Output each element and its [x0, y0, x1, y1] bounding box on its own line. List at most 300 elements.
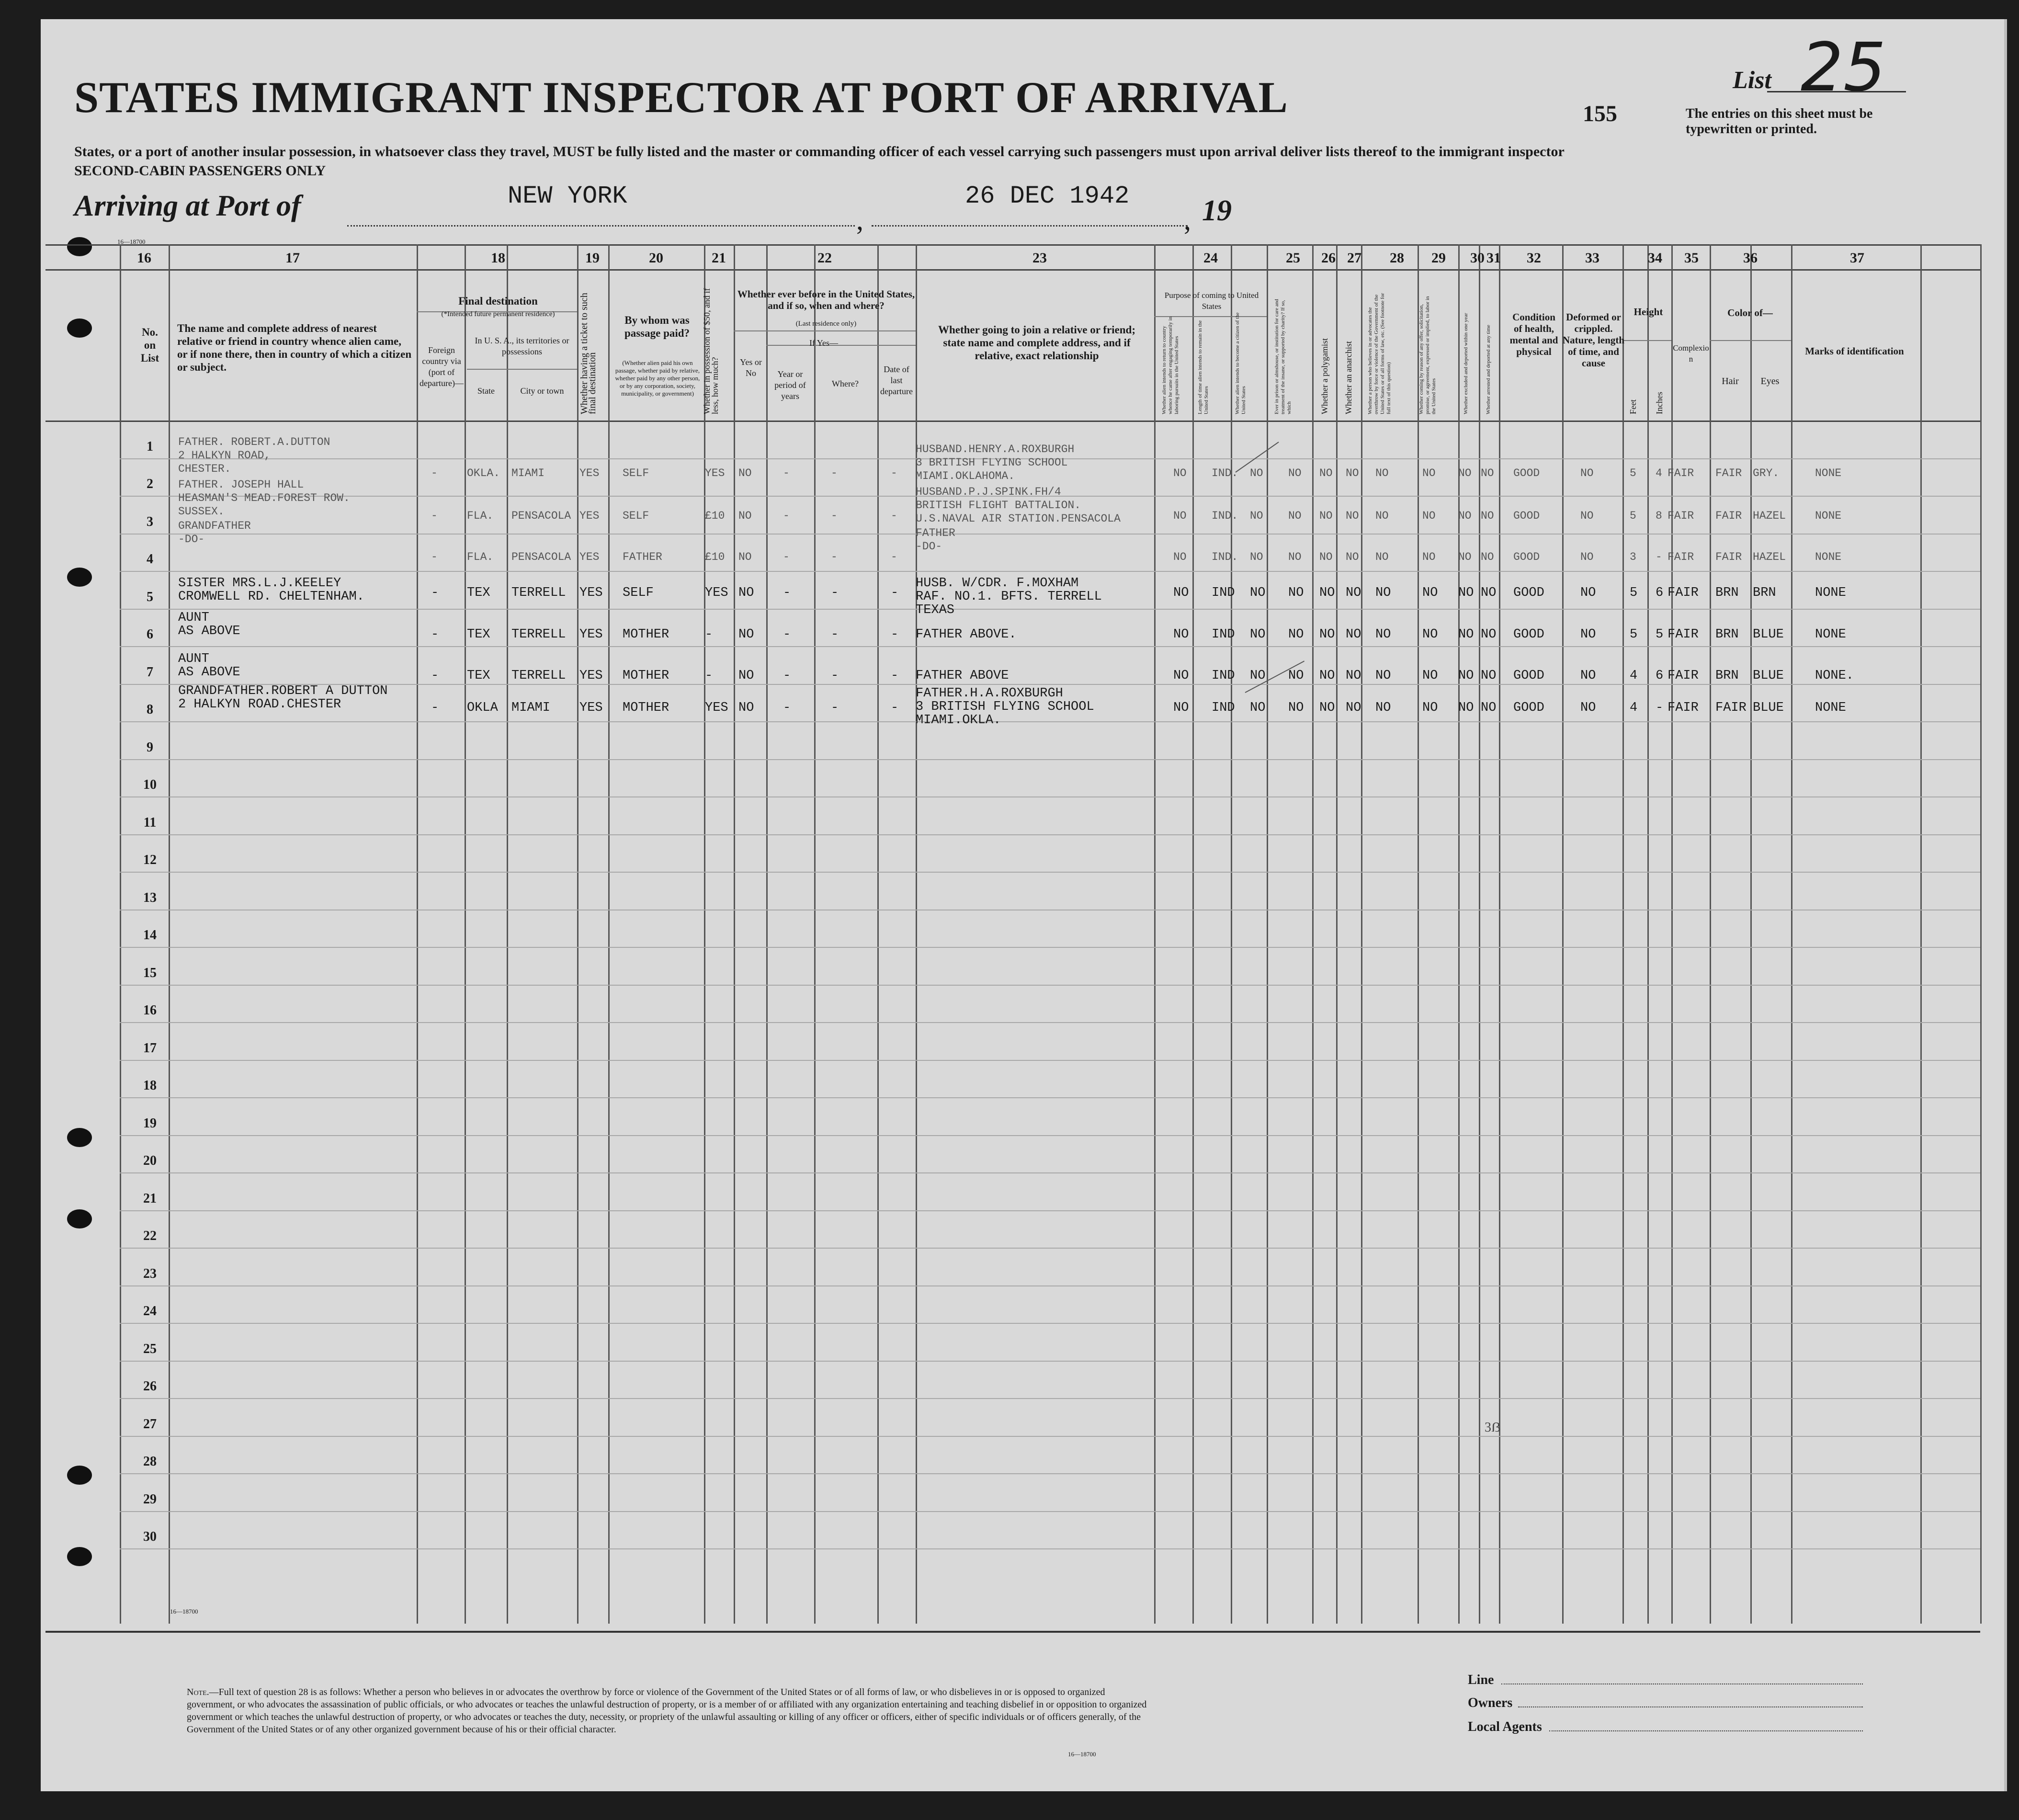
hair-cell: FAIR — [1715, 467, 1742, 479]
col19-heading: Whether having a ticket to such final destination — [579, 293, 598, 414]
where-cell: - — [831, 467, 838, 479]
row-rule — [120, 646, 1980, 647]
row-rule — [120, 1473, 1980, 1474]
overthrow-cell: NO — [1375, 669, 1391, 683]
punch-hole — [67, 237, 92, 256]
excluded-cell: NO — [1458, 627, 1474, 642]
relative-address-line: 2 HALKYN ROAD, — [178, 449, 271, 462]
overthrow-cell: NO — [1375, 467, 1389, 479]
years-cell: - — [783, 551, 790, 563]
line-label: Line — [1468, 1672, 1494, 1687]
column-number: 24 — [1203, 250, 1218, 266]
health-cell: GOOD — [1513, 467, 1540, 479]
relative-address-line: SUSSEX. — [178, 505, 225, 518]
deformed-cell: NO — [1580, 551, 1594, 563]
complexion-cell: FAIR — [1667, 669, 1699, 683]
state-cell: TEX — [467, 586, 490, 600]
relative-address-line: FATHER. ROBERT.A.DUTTON — [178, 436, 330, 448]
excluded-cell: NO — [1458, 510, 1472, 522]
before-cell: NO — [738, 467, 752, 479]
agents-label: Local Agents — [1468, 1719, 1542, 1734]
col24-heading: Purpose of coming to United States — [1164, 291, 1259, 311]
relative-address-line: HEASMAN'S MEAD.FOREST ROW. — [178, 492, 350, 504]
return-cell: NO — [1173, 586, 1189, 600]
polygamist-cell: NO — [1319, 551, 1333, 563]
relative-address-line: FATHER. JOSEPH HALL — [178, 478, 304, 491]
row-number: 18 — [143, 1078, 157, 1093]
deformed-cell: NO — [1580, 669, 1596, 683]
col29-heading: Whether coming by reason of any offer, solicitation, promise, or agreement, expressed or implied, to labor in the United States — [1418, 296, 1437, 414]
ticket-cell: YES — [579, 701, 603, 715]
row-rule — [120, 1097, 1980, 1098]
complexion-cell: FAIR — [1667, 586, 1699, 600]
column-number: 26 — [1321, 250, 1336, 266]
contract-cell: NO — [1422, 551, 1436, 563]
col24-citizen: Whether alien intends to become a citizen of the United States — [1235, 312, 1247, 414]
row-number: 7 — [147, 664, 153, 680]
entries-note-text: The entries on this sheet must be typewritten or printed. — [1686, 106, 1873, 136]
joining-relative-line: 3 BRITISH FLYING SCHOOL — [916, 700, 1094, 714]
col22-years: Year or period of years — [774, 369, 806, 401]
length-cell: IND — [1212, 669, 1235, 683]
row-rule — [120, 1511, 1980, 1512]
passenger-class: SECOND-CABIN PASSENGERS ONLY — [74, 163, 326, 179]
overthrow-cell: NO — [1375, 551, 1389, 563]
paid-by-cell: MOTHER — [623, 701, 669, 715]
city-cell: MIAMI — [511, 701, 551, 715]
row-rule — [120, 609, 1980, 610]
money-cell: YES — [705, 701, 728, 715]
polygamist-cell: NO — [1319, 586, 1335, 600]
row-number: 16 — [143, 1003, 157, 1018]
foreign-cell: - — [431, 586, 439, 600]
col22-departure: Date of last departure — [880, 364, 913, 396]
column-number: 30 — [1470, 250, 1485, 266]
deformed-cell: NO — [1580, 627, 1596, 642]
col22-ifyes: If Yes— — [809, 338, 838, 348]
relative-address-line: -DO- — [178, 533, 205, 546]
state-cell: OKLA — [467, 701, 498, 715]
column-number: 25 — [1286, 250, 1300, 266]
joining-relative-line: 3 BRITISH FLYING SCHOOL — [916, 456, 1068, 469]
row-number: 13 — [143, 890, 157, 905]
complexion-cell: FAIR — [1667, 467, 1694, 479]
departure-cell: - — [891, 669, 899, 683]
deformed-cell: NO — [1580, 701, 1596, 715]
prison-cell: NO — [1288, 510, 1302, 522]
city-cell: PENSACOLA — [511, 551, 571, 563]
excluded-cell: NO — [1458, 551, 1472, 563]
joining-relative-line: U.S.NAVAL AIR STATION.PENSACOLA — [916, 512, 1121, 525]
row-number: 12 — [143, 853, 157, 867]
years-cell: - — [783, 669, 791, 683]
marks-cell: NONE — [1815, 627, 1846, 642]
citizen-cell: NO — [1250, 467, 1263, 479]
before-cell: NO — [738, 551, 752, 563]
col31-heading: Whether arrested and deported at any time — [1486, 325, 1491, 414]
inches-cell: 4 — [1656, 467, 1662, 479]
form-code-top: 16—18700 — [117, 238, 146, 245]
row-number: 27 — [143, 1416, 157, 1432]
arrival-date: 26 DEC 1942 — [965, 182, 1130, 210]
row-rule — [120, 1060, 1980, 1061]
foreign-cell: - — [431, 551, 438, 563]
punch-hole — [67, 1547, 92, 1566]
col18-usa: In U. S. A., its territories or possessions — [475, 336, 569, 356]
col36-eyes: Eyes — [1760, 376, 1780, 387]
row-rule — [120, 1361, 1980, 1362]
joining-relative-line: FATHER — [916, 527, 955, 539]
column-number: 36 — [1743, 250, 1758, 266]
column-number: 34 — [1648, 250, 1662, 266]
row-rule — [120, 947, 1980, 948]
row-number: 4 — [147, 552, 153, 567]
departure-cell: - — [891, 701, 899, 715]
manifest-sheet — [41, 19, 2007, 1791]
row-number: 17 — [143, 1040, 157, 1056]
hair-cell: FAIR — [1715, 510, 1742, 522]
citizen-cell: NO — [1250, 551, 1263, 563]
anarchist-cell: NO — [1346, 701, 1361, 715]
punch-hole — [67, 1128, 92, 1147]
contract-cell: NO — [1422, 669, 1438, 683]
footnote-label: Note. — [187, 1687, 209, 1697]
column-number: 20 — [649, 250, 663, 266]
punch-hole — [67, 1466, 92, 1485]
money-cell: £10 — [705, 551, 725, 563]
owners-field — [1518, 1706, 1863, 1707]
col35-heading: Complexion — [1673, 343, 1709, 364]
col34-inches: Inches — [1655, 392, 1664, 414]
feet-cell: 5 — [1630, 467, 1636, 479]
years-cell: - — [783, 467, 790, 479]
row-rule — [120, 985, 1980, 986]
row-number: 10 — [143, 777, 157, 792]
polygamist-cell: NO — [1319, 669, 1335, 683]
years-cell: - — [783, 510, 790, 522]
complexion-cell: FAIR — [1667, 551, 1694, 563]
length-cell: IND. — [1212, 551, 1238, 563]
col24-return: Whether alien intends to return to country whence he came after engaging temporarily in laboring pursuits in the United States — [1161, 316, 1180, 414]
date-line — [872, 225, 1188, 227]
years-cell: - — [783, 627, 791, 642]
prison-cell: NO — [1288, 701, 1304, 715]
relative-address-line: AS ABOVE — [178, 665, 240, 680]
departure-cell: - — [891, 467, 897, 479]
stray-mark: 3ẞ — [1485, 1420, 1501, 1435]
feet-cell: 3 — [1630, 551, 1636, 563]
money-cell: YES — [705, 586, 728, 600]
excluded-cell: NO — [1458, 586, 1474, 600]
joining-relative-line: FATHER.H.A.ROXBURGH — [916, 686, 1063, 701]
col27-heading: Whether an anarchist — [1344, 341, 1353, 414]
row-rule — [120, 571, 1980, 572]
inches-cell: - — [1656, 701, 1664, 715]
col22-yesno: Yes or No — [740, 357, 762, 378]
arrested-cell: NO — [1481, 627, 1497, 642]
col20-subheading: (Whether alien paid his own passage, whether paid by relative, whether paid by any other person, or by any corporation, society, municipality, or government) — [615, 359, 700, 397]
list-label: List — [1733, 67, 1771, 94]
marks-cell: NONE — [1815, 467, 1842, 479]
return-cell: NO — [1173, 467, 1187, 479]
row-rule — [120, 721, 1980, 722]
before-cell: NO — [738, 701, 754, 715]
citizen-cell: NO — [1250, 627, 1266, 642]
row-rule — [120, 1248, 1980, 1249]
before-cell: NO — [738, 669, 754, 683]
relative-address-line: CHESTER. — [178, 463, 231, 475]
overthrow-cell: NO — [1375, 701, 1391, 715]
marks-cell: NONE — [1815, 701, 1846, 715]
column-number: 16 — [137, 250, 151, 266]
relative-address-line: GRANDFATHER — [178, 520, 251, 532]
col36-heading: Color of— — [1727, 307, 1773, 318]
length-cell: IND — [1212, 701, 1235, 715]
eyes-cell: BLUE — [1753, 701, 1784, 715]
joining-relative-line: MIAMI.OKLA. — [916, 713, 1001, 728]
years-cell: - — [783, 701, 791, 715]
column-number: 21 — [712, 250, 726, 266]
before-cell: NO — [738, 627, 754, 642]
row-number: 26 — [143, 1379, 157, 1394]
col16-heading: No. on List — [140, 326, 159, 364]
anarchist-cell: NO — [1346, 669, 1361, 683]
row-number: 25 — [143, 1341, 157, 1356]
health-cell: GOOD — [1513, 669, 1544, 683]
where-cell: - — [831, 586, 839, 600]
joining-relative-line: RAF. NO.1. BFTS. TERRELL — [916, 590, 1102, 604]
deformed-cell: NO — [1580, 510, 1594, 522]
punch-hole — [67, 318, 92, 338]
anarchist-cell: NO — [1346, 510, 1359, 522]
col37-heading: Marks of identification — [1805, 345, 1904, 357]
relative-address-line: AS ABOVE — [178, 624, 240, 638]
complexion-cell: FAIR — [1667, 627, 1699, 642]
state-cell: TEX — [467, 669, 490, 683]
arrested-cell: NO — [1481, 586, 1497, 600]
foreign-cell: - — [431, 467, 438, 479]
length-cell: IND — [1212, 627, 1235, 642]
joining-relative-line: MIAMI.OKLAHOMA. — [916, 470, 1015, 482]
money-cell: - — [705, 627, 713, 642]
excluded-cell: NO — [1458, 669, 1474, 683]
return-cell: NO — [1173, 701, 1189, 715]
ticket-cell: YES — [579, 551, 600, 563]
where-cell: - — [831, 510, 838, 522]
feet-cell: 5 — [1630, 586, 1638, 600]
col18-foreign: Foreign country via (port of departure)— — [420, 345, 464, 388]
health-cell: GOOD — [1513, 627, 1544, 642]
relative-address-line: AUNT — [178, 611, 209, 625]
health-cell: GOOD — [1513, 701, 1544, 715]
city-cell: PENSACOLA — [511, 510, 571, 522]
col30-heading: Whether excluded and deported within one year — [1463, 313, 1469, 414]
eyes-cell: HAZEL — [1753, 551, 1786, 563]
arrested-cell: NO — [1481, 669, 1497, 683]
deformed-cell: NO — [1580, 467, 1594, 479]
col22-subheading: (Last residence only) — [795, 320, 857, 328]
row-number: 2 — [147, 477, 153, 491]
column-number: 27 — [1347, 250, 1361, 266]
row-rule — [120, 1285, 1980, 1286]
column-number: 33 — [1585, 250, 1599, 266]
arrested-cell: NO — [1481, 701, 1497, 715]
row-number: 15 — [143, 965, 157, 980]
comma: , — [1184, 204, 1191, 236]
excluded-cell: NO — [1458, 467, 1472, 479]
col34-heading: Height — [1633, 306, 1663, 318]
column-number: 29 — [1431, 250, 1446, 266]
list-underline — [1767, 91, 1906, 92]
column-number: 23 — [1032, 250, 1047, 266]
row-number: 23 — [143, 1266, 157, 1281]
anarchist-cell: NO — [1346, 586, 1361, 600]
hair-cell: FAIR — [1715, 701, 1747, 715]
marks-cell: NONE. — [1815, 669, 1854, 683]
contract-cell: NO — [1422, 701, 1438, 715]
departure-cell: - — [891, 586, 899, 600]
row-number: 30 — [143, 1529, 157, 1544]
col26-heading: Whether a polygamist — [1320, 338, 1329, 414]
form-title: STATES IMMIGRANT INSPECTOR AT PORT OF ARRIVAL — [74, 73, 1288, 122]
before-cell: NO — [738, 510, 752, 522]
col18-city: City or town — [520, 386, 564, 396]
contract-cell: NO — [1422, 627, 1438, 642]
relative-address-line: 2 HALKYN ROAD.CHESTER — [178, 697, 341, 712]
money-cell: - — [705, 669, 713, 683]
return-cell: NO — [1173, 551, 1187, 563]
row-rule — [120, 1398, 1980, 1399]
contract-cell: NO — [1422, 586, 1438, 600]
prison-cell: NO — [1288, 467, 1302, 479]
feet-cell: 5 — [1630, 627, 1638, 642]
hair-cell: BRN — [1715, 669, 1739, 683]
hair-cell: FAIR — [1715, 551, 1742, 563]
row-rule — [120, 1022, 1980, 1023]
footnote-text: —Full text of question 28 is as follows: Whether a person who believes in or advocates the overthrow by force or violence of the Government of the United States or of all forms of law, or who disbelieves in or is opposed to organized government, or who advocates the assassination of public officials, or who advocates or teaches the unlawful destruction of property, or is a member of or affiliated with any organization entertaining and teaching disbelief in or opposition to organized government or which teaches the unlawful destruction of property, or who advocates or teaches the duty, necessity, or propriety of the unlawful assaulting or killing of any officer or officers, either of specific individuals or of officers generally, of the Government of the United States or of any other organized government because of his or their official character. — [187, 1687, 1147, 1735]
row-number: 19 — [143, 1115, 157, 1131]
entries-note — [1686, 106, 1925, 137]
column-number: 22 — [817, 250, 832, 266]
row-rule — [120, 1548, 1980, 1549]
column-number: 31 — [1486, 250, 1501, 266]
column-number: 18 — [491, 250, 505, 266]
column-number: 35 — [1684, 250, 1699, 266]
feet-cell: 4 — [1630, 701, 1638, 715]
row-number: 22 — [143, 1228, 157, 1243]
marks-cell: NONE — [1815, 551, 1842, 563]
col28-heading: Whether a person who believes in or advocates the overthrow by force or violence of the Government of the United States or of all forms of law, etc. (See footnote for full text of this question) — [1367, 293, 1392, 414]
joining-relative-line: TEXAS — [916, 603, 955, 617]
inches-cell: 6 — [1656, 669, 1664, 683]
col32-heading: Condition of health, mental and physical — [1509, 311, 1558, 357]
col33-heading: Deformed or crippled. Nature, length of time, and cause — [1562, 311, 1625, 369]
length-cell: IND. — [1212, 467, 1238, 479]
relative-address-line: GRANDFATHER.ROBERT A DUTTON — [178, 684, 388, 698]
money-cell: £10 — [705, 510, 725, 522]
where-cell: - — [831, 669, 839, 683]
punch-hole — [67, 1209, 92, 1228]
footnote — [187, 1686, 1154, 1736]
joining-relative-line: FATHER ABOVE. — [916, 627, 1017, 642]
row-rule — [120, 759, 1980, 760]
return-cell: NO — [1173, 669, 1189, 683]
contract-cell: NO — [1422, 467, 1436, 479]
row-number: 3 — [147, 514, 153, 529]
row-rule — [120, 1172, 1980, 1173]
joining-relative-line: -DO- — [916, 540, 942, 553]
joining-relative-line: HUSBAND.HENRY.A.ROXBURGH — [916, 443, 1075, 455]
joining-relative-line: HUSB. W/CDR. F.MOXHAM — [916, 576, 1079, 591]
years-cell: - — [783, 586, 791, 600]
form-code-footer: 16—18700 — [1068, 1751, 1096, 1758]
city-cell: TERRELL — [511, 586, 566, 600]
paid-by-cell: SELF — [623, 510, 649, 522]
departure-cell: - — [891, 551, 897, 563]
col21-heading: Whether in possession of $50, and if less, how much? — [702, 288, 720, 414]
col23-heading: Whether going to join a relative or friend; state name and complete address, and if relative, exact relationship — [938, 324, 1136, 362]
return-cell: NO — [1173, 627, 1189, 642]
citizen-cell: NO — [1250, 510, 1263, 522]
arrival-port: NEW YORK — [508, 182, 627, 210]
paid-by-cell: MOTHER — [623, 669, 669, 683]
row-number: 8 — [147, 702, 153, 717]
port-line — [347, 225, 855, 227]
row-number: 9 — [147, 739, 153, 755]
arriving-label: Arriving at Port of — [74, 190, 301, 222]
ticket-cell: YES — [579, 467, 600, 479]
col24-length: Length of time alien intends to remain in the United States — [1197, 320, 1209, 414]
col22-heading: Whether ever before in the United States, and if so, when and where? — [737, 288, 915, 311]
eyes-cell: BLUE — [1753, 669, 1784, 683]
foreign-cell: - — [431, 701, 439, 715]
health-cell: GOOD — [1513, 510, 1540, 522]
hair-cell: BRN — [1715, 586, 1739, 600]
col34-feet: Feet — [1628, 399, 1638, 414]
form-subtitle: States, or a port of another insular possession, in whatsoever class they travel, MUST be fully listed and the master or commanding officer of each vessel carrying such passengers must upon arrival deliver lists thereof to the immigrant inspector — [74, 144, 1565, 159]
prison-cell: NO — [1288, 627, 1304, 642]
polygamist-cell: NO — [1319, 701, 1335, 715]
row-number: 28 — [143, 1454, 157, 1469]
joining-relative-line: HUSBAND.P.J.SPINK.FH/4 — [916, 486, 1061, 498]
col36-hair: Hair — [1722, 376, 1739, 387]
anarchist-cell: NO — [1346, 551, 1359, 563]
eyes-cell: GRY. — [1753, 467, 1780, 479]
excluded-cell: NO — [1458, 701, 1474, 715]
row-rule — [120, 1135, 1980, 1136]
money-cell: YES — [705, 467, 725, 479]
form-code-bottom: 16—18700 — [170, 1608, 198, 1615]
city-cell: MIAMI — [511, 467, 545, 479]
prison-cell: NO — [1288, 669, 1304, 683]
eyes-cell: HAZEL — [1753, 510, 1786, 522]
prison-cell: NO — [1288, 586, 1304, 600]
arrested-cell: NO — [1481, 551, 1494, 563]
punch-hole — [67, 568, 92, 587]
row-rule — [120, 1210, 1980, 1211]
where-cell: - — [831, 701, 839, 715]
inches-cell: 8 — [1656, 510, 1662, 522]
deformed-cell: NO — [1580, 586, 1596, 600]
list-number: 25 — [1801, 29, 1886, 107]
row-number: 14 — [143, 928, 157, 943]
row-number: 11 — [143, 815, 157, 830]
comma: , — [856, 204, 863, 236]
row-number: 21 — [143, 1191, 157, 1206]
row-rule — [120, 1323, 1980, 1324]
relative-address-line: CROMWELL RD. CHELTENHAM. — [178, 590, 364, 604]
city-cell: TERRELL — [511, 627, 566, 642]
